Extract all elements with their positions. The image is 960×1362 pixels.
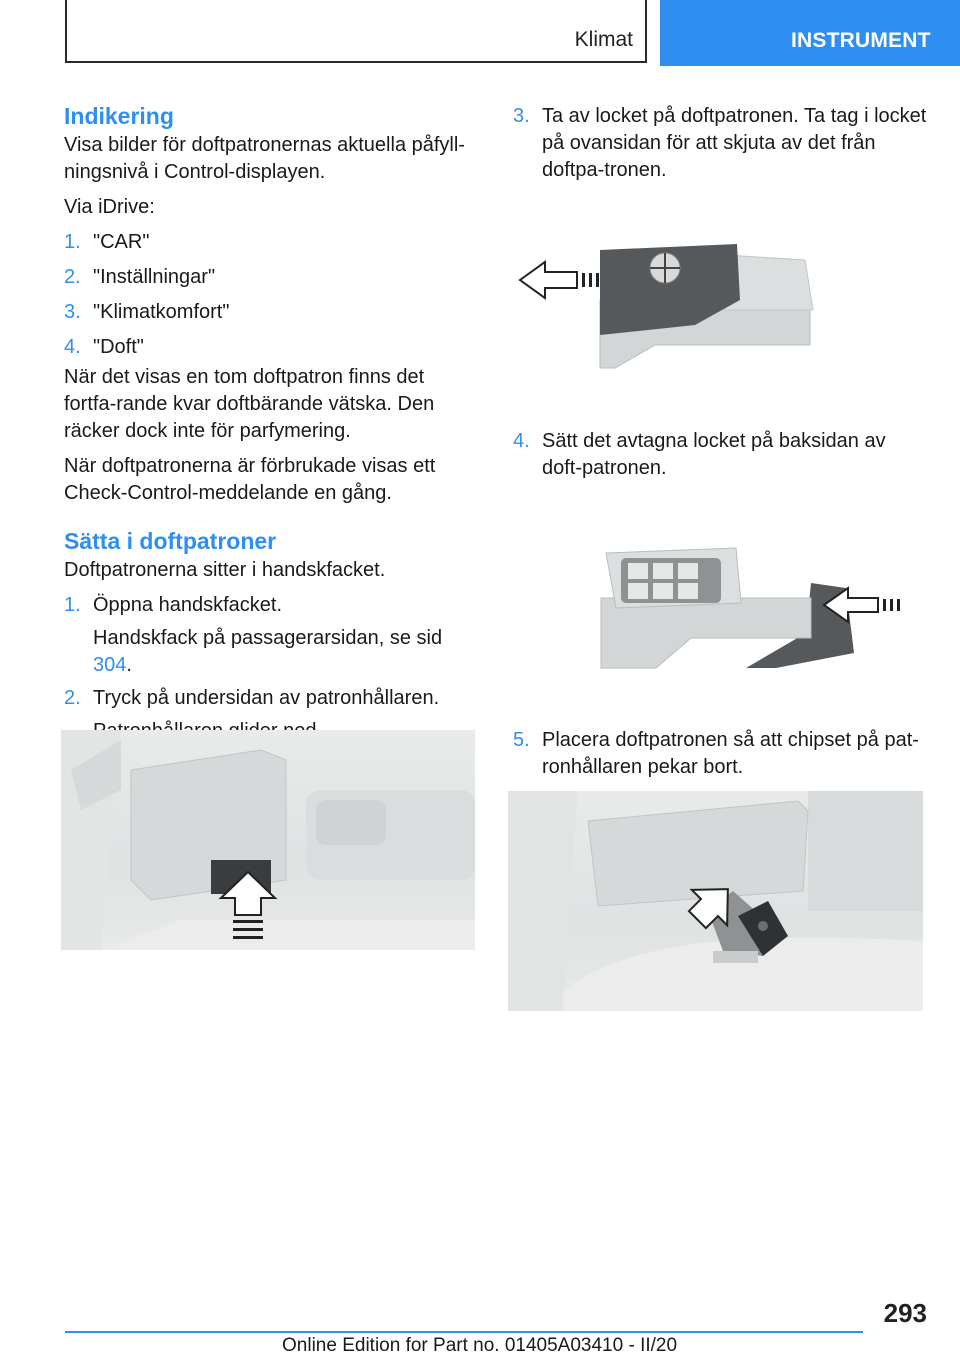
attach-lid-drawing	[596, 543, 908, 675]
list-item	[64, 229, 474, 264]
insert-steps	[64, 592, 474, 745]
glovebox-drawing	[61, 730, 475, 950]
paragraph: När det visas en tom doftpatron finns det fortfa‐rande kvar doftbärande vätska. Den räcker dock inte för parfymering.	[64, 366, 435, 442]
edition-footer: Online Edition for Part no. 01405A03410 - II/20	[282, 1335, 678, 1356]
step-number: 1.	[64, 594, 81, 616]
step-number: 3.	[513, 105, 530, 127]
list-item	[64, 592, 474, 679]
heading-satta-i: Sätta i doftpatroner	[64, 528, 277, 554]
list-item	[64, 264, 474, 299]
attach-lid-illustration	[596, 543, 908, 675]
step-text: "Inställningar"	[93, 266, 216, 288]
list-item	[64, 334, 474, 364]
step-number: 4.	[64, 336, 81, 358]
step-number: 5.	[513, 729, 530, 751]
step-5-block	[513, 727, 928, 781]
heading-indikering: Indikering	[64, 103, 174, 129]
step-number: 1.	[64, 231, 81, 253]
place-cartridge-drawing	[508, 791, 923, 1011]
subtext-prefix: Handskfack på passagerarsidan, se sid	[93, 627, 443, 649]
idrive-steps	[64, 229, 474, 364]
remove-lid-illustration	[515, 240, 833, 375]
header-frame	[65, 0, 647, 63]
step-text: "Klimatkomfort"	[93, 301, 230, 323]
step-text: "CAR"	[93, 231, 150, 253]
paragraph: Doftpatronerna sitter i handskfacket.	[64, 559, 386, 581]
step-text: Ta av locket på doftpatronen. Ta tag i locket på ovansidan för att skjuta av det från doftpa‐tronen.	[542, 105, 927, 181]
page-number: 293	[883, 1298, 927, 1328]
step-subtext	[93, 625, 474, 679]
paragraph: Visa bilder för doftpatronernas aktuella påfyll‐ningsnivå i Control-displayen.	[64, 134, 465, 183]
page-link[interactable]: 304	[93, 654, 127, 676]
paragraph: Via iDrive:	[64, 196, 155, 218]
step-text: Placera doftpatronen så att chipset på pat‐ronhållaren pekar bort.	[542, 729, 919, 778]
step-text: Sätt det avtagna locket på baksidan av doft‐patronen.	[542, 430, 886, 479]
list-item	[513, 727, 928, 781]
step-number: 2.	[64, 687, 81, 709]
glovebox-illustration	[61, 730, 475, 950]
list-item	[513, 103, 928, 184]
list-item	[513, 428, 928, 482]
remove-lid-drawing	[515, 240, 833, 375]
step-number: 3.	[64, 301, 81, 323]
step-number: 2.	[64, 266, 81, 288]
step-number: 4.	[513, 430, 530, 452]
place-cartridge-illustration	[508, 791, 923, 1011]
left-column	[64, 100, 474, 745]
subtext-suffix: .	[126, 654, 132, 676]
step-4-block	[513, 428, 928, 482]
step-text: Öppna handskfacket.	[93, 594, 283, 616]
section-title: Klimat	[574, 28, 633, 51]
chapter-tab[interactable]: INSTRUMENT	[660, 0, 960, 66]
step-text: "Doft"	[93, 336, 144, 358]
footer-rule	[65, 1331, 863, 1333]
right-column	[513, 103, 928, 184]
paragraph: När doftpatronerna är förbrukade visas ett Check-Control-meddelande en gång.	[64, 455, 436, 504]
list-item	[64, 299, 474, 334]
step-text: Tryck på undersidan av patronhållaren.	[93, 687, 440, 709]
